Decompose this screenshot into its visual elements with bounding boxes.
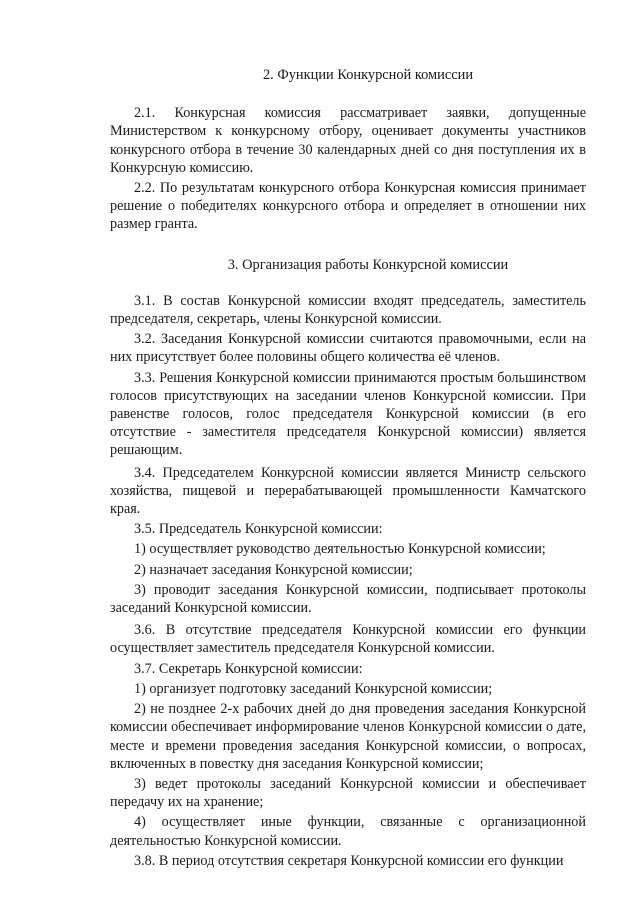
document-page (110, 60, 586, 870)
list-item-3-7-2: 2) не позднее 2-х рабочих дней до дня проведения заседания Конкурсной комиссии обеспечивает информирование членов Конкурсной комиссии о дате, месте и времени проведения заседания Конкурсной комиссии, о вопросах, включенных в повестку дня заседания Конкурсной комиссии; (110, 701, 586, 772)
paragraph-3-5: 3.5. Председатель Конкурсной комиссии: (134, 521, 383, 538)
list-item-3-5-2: 2) назначает заседания Конкурсной комиссии; (134, 561, 413, 578)
paragraph-3-6: 3.6. В отсутствие председателя Конкурсной комиссии его функции осуществляет заместитель председателя Конкурсной комиссии. (110, 622, 586, 657)
paragraph-2-2: 2.2. По результатам конкурсного отбора Конкурсная комиссия принимает решение о победителях конкурсного отбора и определяет в отношении них размер гранта. (110, 180, 586, 233)
paragraph-2-1: 2.1. Конкурсная комиссия рассматривает заявки, допущенные Министерством к конкурсному отбору, оценивает документы участников конкурсного отбора в течение 30 календарных дней со дня поступления их в Конкурсную комиссию. (110, 105, 586, 176)
section-3-heading: 3. Организация работы Конкурсной комиссии (227, 256, 509, 273)
list-item-3-7-1: 1) организует подготовку заседаний Конкурсной комиссии; (134, 680, 493, 697)
section-2-heading: 2. Функции Конкурсной комиссии (262, 67, 474, 83)
paragraph-3-1: 3.1. В состав Конкурсной комиссии входят председатель, заместитель председателя, секретарь, члены Конкурсной комиссии. (110, 292, 586, 328)
list-item-3-5-1: 1) осуществляет руководство деятельностью Конкурсной комиссии; (134, 541, 546, 558)
paragraph-3-8: 3.8. В период отсутствия секретаря Конкурсной комиссии его функции (134, 852, 564, 869)
list-item-3-7-4: 4) осуществляет иные функции, связанные с организационной деятельностью Конкурсной комиссии. (110, 814, 586, 849)
paragraph-3-2: 3.2. Заседания Конкурсной комиссии считаются правомочными, если на них присутствует более половины общего количества её членов. (110, 331, 586, 366)
list-item-3-5-3: 3) проводит заседания Конкурсной комиссии, подписывает протоколы заседаний Конкурсной комиссии. (110, 581, 586, 617)
paragraph-3-3: 3.3. Решения Конкурсной комиссии принимаются простым большинством голосов присутствующих на заседании членов Конкурсной комиссии. При равенстве голосов, голос председателя Конкурсной комиссии (в его отсутствие - заместителя председателя Конкурсной комиссии) является решающим. (110, 369, 586, 459)
paragraph-3-4: 3.4. Председателем Конкурсной комиссии является Министр сельского хозяйства, пищевой и перерабатывающей промышленности Камчатского края. (110, 464, 586, 518)
paragraph-3-7: 3.7. Секретарь Конкурсной комиссии: (134, 660, 363, 677)
list-item-3-7-3: 3) ведет протоколы заседаний Конкурсной комиссии и обеспечивает передачу их на хранение; (110, 775, 586, 811)
